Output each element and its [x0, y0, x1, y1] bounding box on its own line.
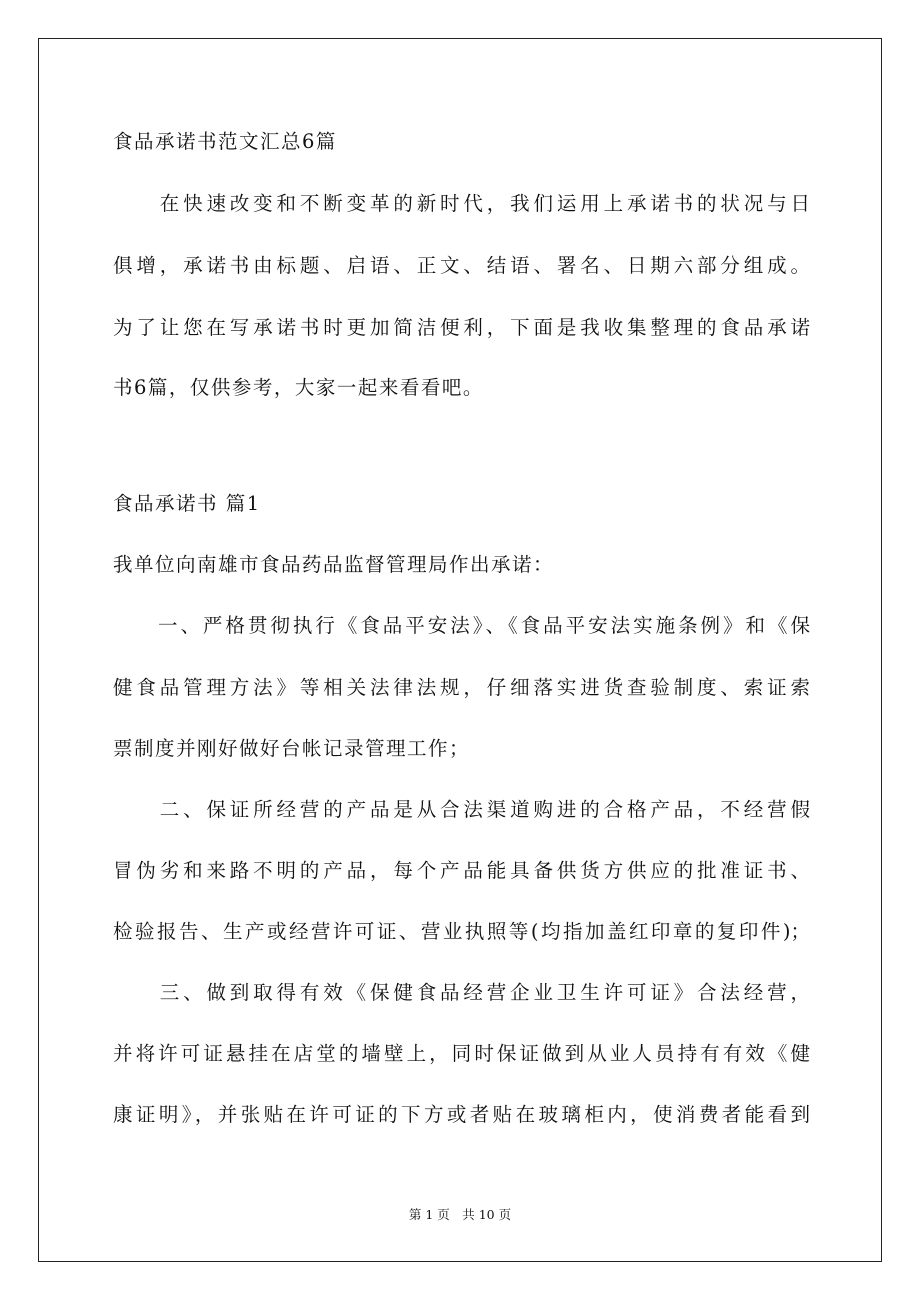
page-footer: [0, 1207, 920, 1223]
body-line-9: 并将许可证悬挂在店堂的墙壁上，同时保证做到从业人员持有有效《健: [113, 1042, 810, 1065]
body-line-2: 一、严格贯彻执行《食品平安法》、《食品平安法实施条例》和《保: [113, 614, 810, 637]
body-line-3: 健食品管理方法》等相关法律法规，仔细落实进货查验制度、索证索: [113, 676, 810, 699]
section-heading: 食品承诺书 篇1: [113, 492, 261, 515]
document-title: 食品承诺书范文汇总6篇: [113, 130, 337, 153]
intro-line-4: 书6篇，仅供参考，大家一起来看看吧。: [113, 376, 484, 399]
body-line-1: 我单位向南雄市食品药品监督管理局作出承诺：: [113, 553, 555, 576]
intro-line-1: 在快速改变和不断变革的新时代，我们运用上承诺书的状况与日: [113, 192, 810, 215]
body-line-8: 三、做到取得有效《保健食品经营企业卫生许可证》合法经营，: [113, 981, 810, 1004]
body-line-5: 二、保证所经营的产品是从合法渠道购进的合格产品，不经营假: [113, 798, 810, 821]
body-line-7: 检验报告、生产或经营许可证、营业执照等(均指加盖红印章的复印件)；: [113, 920, 810, 943]
body-line-10: 康证明》，并张贴在许可证的下方或者贴在玻璃柜内，使消费者能看到: [113, 1103, 810, 1126]
page-number: 第 1 页 共 10 页: [408, 1207, 512, 1222]
body-line-6: 冒伪劣和来路不明的产品，每个产品能具备供货方供应的批准证书、: [113, 859, 810, 882]
intro-line-3: 为了让您在写承诺书时更加简洁便利，下面是我收集整理的食品承诺: [113, 316, 810, 339]
body-line-4: 票制度并刚好做好台帐记录管理工作；: [113, 737, 471, 760]
page-border: [38, 38, 882, 1262]
intro-line-2: 俱增，承诺书由标题、启语、正文、结语、署名、日期六部分组成。: [113, 254, 810, 277]
